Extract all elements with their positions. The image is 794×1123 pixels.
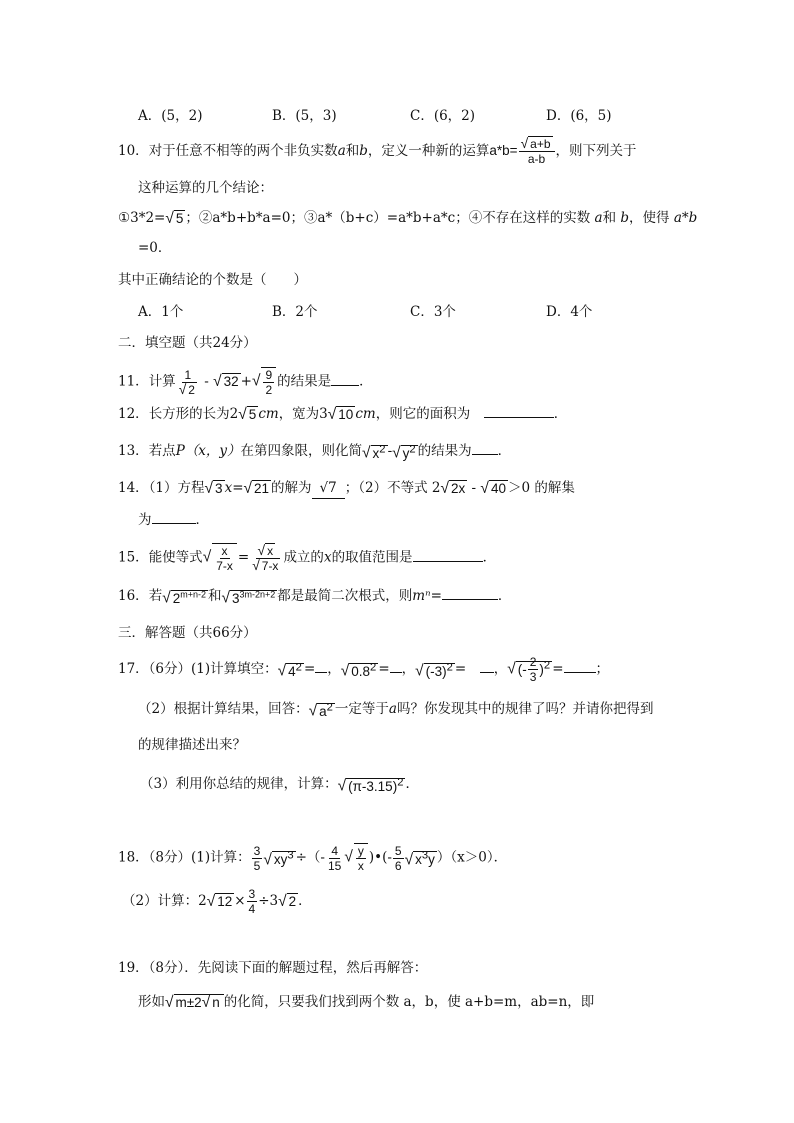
q18-line1: 18．（8分）(1)计算： $\frac{3}{5}$ √ $xy^3$ ÷（- $\frac{4}{15}$ √ $\frac{y}{x}$ )•(- $\frac{5}{6}$ √ $x^3y$ ）（x＞0）．: [118, 843, 508, 873]
q15-answer-blank[interactable]: [413, 561, 483, 562]
section-2-heading: 二．填空题（共24分）: [118, 335, 257, 351]
q10-line5: 其中正确结论的个数是（ ）: [118, 272, 307, 288]
q13: 13．若点P（x，y）在第四象限，则化简√ $x^2$ -√ $y^2$ 的结果为 ．: [118, 442, 512, 462]
q9-option-c: C．(6，2): [410, 108, 476, 124]
q10-option-a: A．1个: [138, 304, 184, 320]
q9-option-b: B．(5，3): [272, 108, 337, 124]
q10-option-b: B．2个: [272, 304, 318, 320]
q17-line1: 17．（6分）(1)计算填空：√ $4^2$ = ，√ $0.8^2$ = ，√ $(-3)^2$ = ，√ (- $\frac{2}{3}$ )$^2$ = ；: [118, 655, 609, 685]
q17-line3: 的规律描述出来？: [138, 737, 246, 753]
q12-answer-blank[interactable]: [484, 417, 554, 418]
q11: 11．计算 $\frac{1}{√ 2}$ - √ 32 +√ $\frac{9}{2}$ 的结果是 ．: [118, 367, 373, 397]
q10-line3: ①3*2=√ 5 ；②a*b+b*a=0；③a*（b+c）=a*b+a*c；④不存在这样的实数 a和 b，使得 a*b: [118, 209, 698, 227]
q19-line2: 形如√ m±2√ n 的化简，只要我们找到两个数 a，b，使 a+b=m，ab=n，即: [138, 993, 595, 1011]
q11-answer-blank[interactable]: [331, 385, 359, 386]
q10-option-c: C．3个: [410, 304, 456, 320]
q17-line2: （2）根据计算结果，回答：√ $a^2$ 一定等于a吗？你发现其中的规律了吗？并请你把得到: [138, 700, 654, 720]
q12: 12．长方形的长为2√ 5 cm，宽为3√ 10 cm，则它的面积为 ．: [118, 405, 568, 423]
q10-line1: 10．对于任意不相等的两个非负实数a和b，定义一种新的运算a*b= $\frac{√ a+b}{a-b}$ ，则下列关于: [118, 136, 637, 166]
q10-line2: 这种运算的几个结论：: [138, 180, 273, 196]
q10-option-d: D．4个: [546, 304, 593, 320]
q14-answer-2[interactable]: [152, 523, 196, 524]
q16-answer-blank[interactable]: [442, 599, 498, 600]
q17-line4: （3）利用你总结的规律，计算：√ $(\pi-3.15)^2$ ．: [140, 775, 419, 795]
q16: 16．若√ $2^{m+n-2}$ 和√ $3^{3m-2n+2}$ 都是最简二次根式，则mⁿ= ．: [118, 587, 512, 607]
q10-line4: =0．: [138, 240, 172, 256]
q9-option-d: D．(6，5): [546, 108, 612, 124]
q9-option-a: A．(5，2): [138, 108, 203, 124]
section-3-heading: 三．解答题（共66分）: [118, 625, 257, 641]
q14-line1: 14．（1）方程√ 3 x=√ 21 的解为 √7 ；（2）不等式 2√ 2x - √ 40 ＞0 的解集: [118, 478, 575, 499]
q18-line2: （2）计算：2√ 12 × $\frac{3}{4}$ ÷3√ 2 ．: [122, 887, 312, 916]
q14-answer-1[interactable]: √7: [312, 478, 345, 499]
q10-fraction: $\frac{√ a+b}{a-b}$: [519, 137, 555, 166]
q14-line2: 为 ．: [138, 512, 209, 528]
q15: 15．能使等式√ $\frac{x}{7-x}$ = $\frac{√ x}{√ 7-x}$ 成立的x的取值范围是 ．: [118, 542, 497, 573]
q13-answer-blank[interactable]: [472, 454, 498, 455]
q19-line1: 19．（8分）．先阅读下面的解题过程，然后再解答：: [118, 960, 428, 976]
